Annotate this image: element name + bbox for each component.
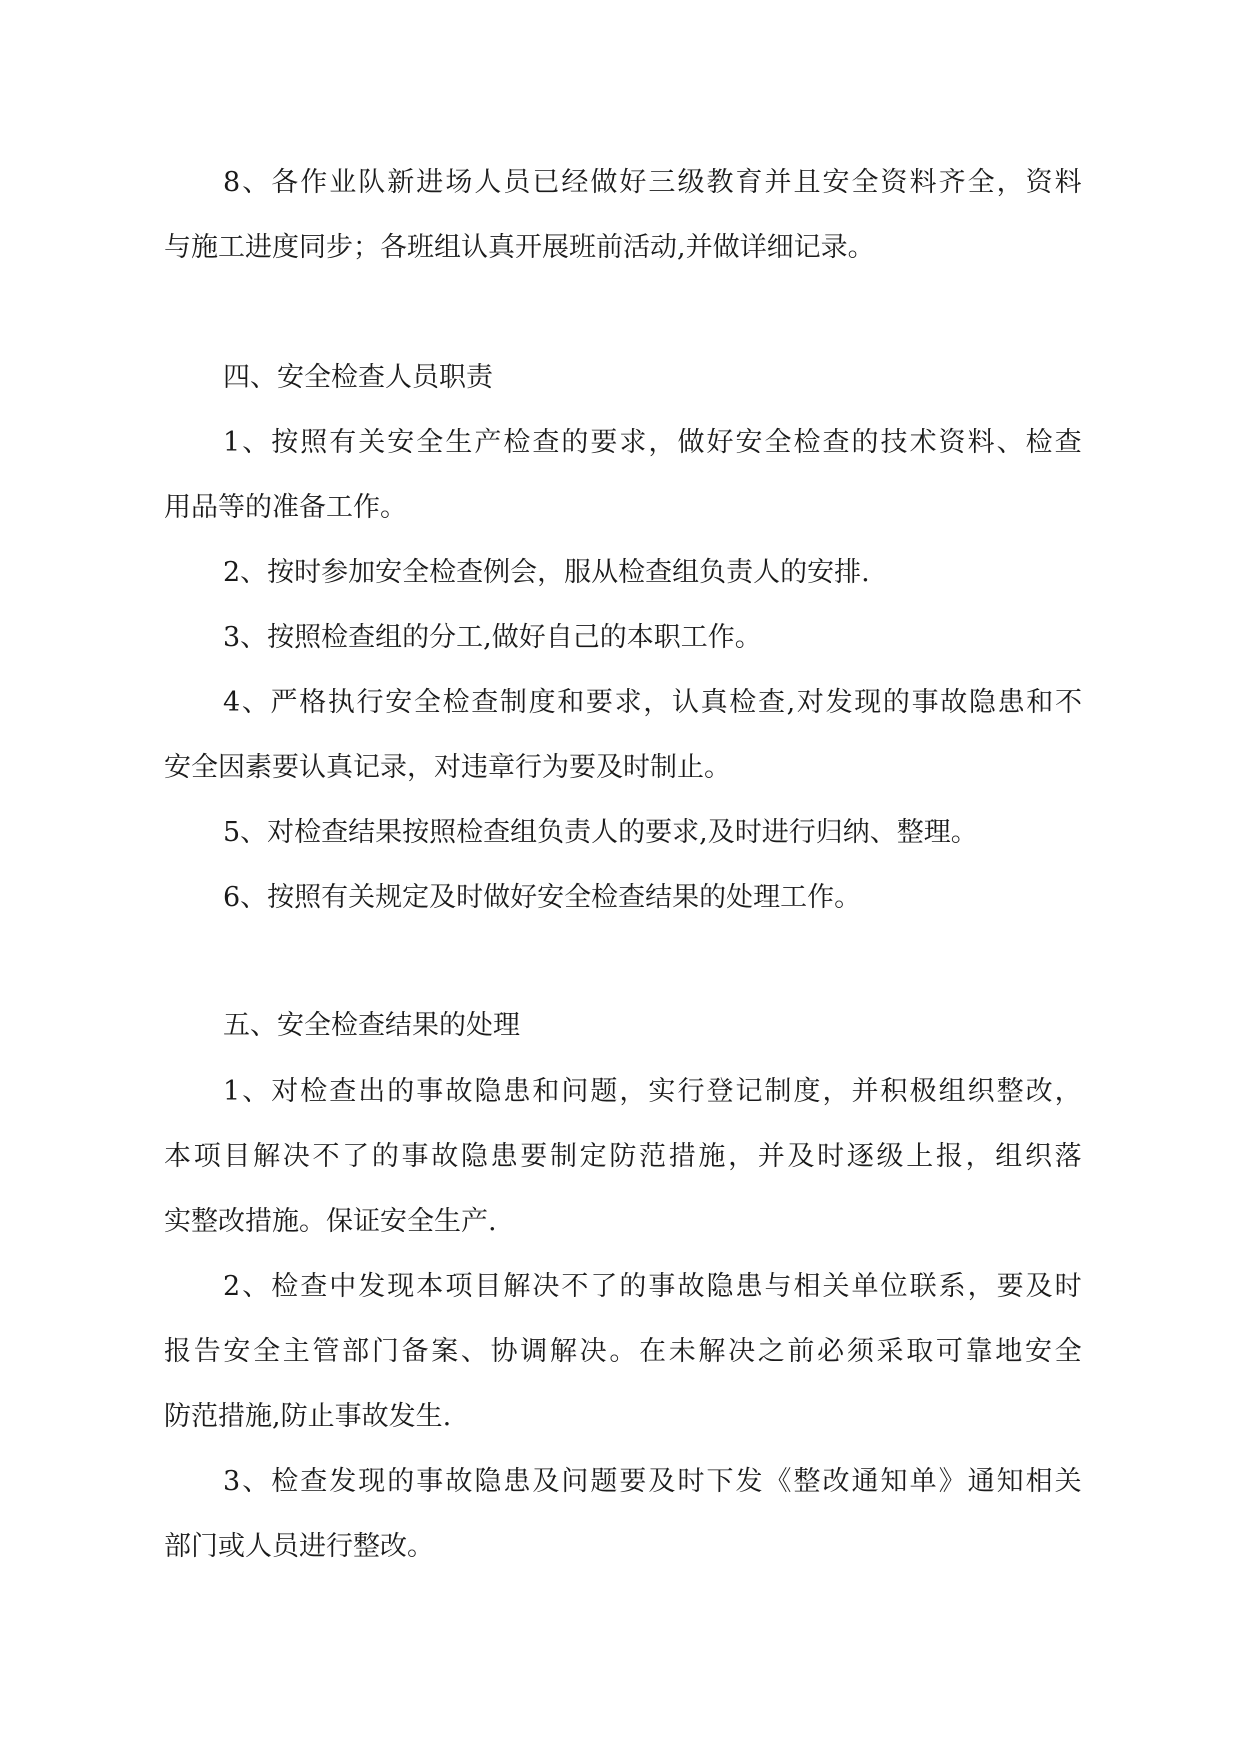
paragraph-line: 6、按照有关规定及时做好安全检查结果的处理工作。 [223, 882, 862, 913]
section-heading: 五、安全检查结果的处理 [223, 1010, 520, 1041]
paragraph-line: 实整改措施。保证安全生产. [164, 1206, 497, 1237]
paragraph-line: 2 、 检 查 中 发 现 本 项 目 解 决 不 了 的 事 故 隐 患 与 相 关 单 位 联 系 ， 要 及 时 [223, 1271, 1082, 1302]
paragraph-line: 3、按照检查组的分工,做好自己的本职工作。 [223, 622, 762, 653]
paragraph-line: 部门或人员进行整改。 [164, 1531, 434, 1562]
paragraph-line: 报 告 安 全 主 管 部 门 备 案 、 协 调 解 决 。 在 未 解 决 之 前 必 须 采 取 可 靠 地 安 全 [164, 1336, 1082, 1367]
section-heading: 四、安全检查人员职责 [223, 362, 493, 393]
paragraph-line: 与施工进度同步；各班组认真开展班前活动,并做详细记录。 [164, 232, 875, 263]
paragraph-line: 4 、 严 格 执 行 安 全 检 查 制 度 和 要 求 ， 认 真 检 查 , 对 发 现 的 事 故 隐 患 和 不 [223, 687, 1082, 718]
paragraph-line: 本 项 目 解 决 不 了 的 事 故 隐 患 要 制 定 防 范 措 施 ， 并 及 时 逐 级 上 报 ， 组 织 落 [164, 1141, 1082, 1172]
paragraph-line: 防范措施,防止事故发生. [164, 1401, 452, 1432]
paragraph-line: 3 、 检 查 发 现 的 事 故 隐 患 及 问 题 要 及 时 下 发 《 整 改 通 知 单 》 通 知 相 关 [223, 1466, 1082, 1497]
paragraph-line: 安全因素要认真记录，对违章行为要及时制止。 [164, 752, 731, 783]
paragraph-line: 5、对检查结果按照检查组负责人的要求,及时进行归纳、整理。 [223, 817, 978, 848]
paragraph-line: 1 、 按 照 有 关 安 全 生 产 检 查 的 要 求 ， 做 好 安 全 检 查 的 技 术 资 料 、 检 查 [223, 427, 1082, 458]
paragraph-line: 用品等的准备工作。 [164, 492, 407, 523]
paragraph-line: 1 、 对 检 查 出 的 事 故 隐 患 和 问 题 ， 实 行 登 记 制 度 ， 并 积 极 组 织 整 改 ， [223, 1076, 1082, 1107]
paragraph-line: 2、按时参加安全检查例会，服从检查组负责人的安排. [223, 557, 870, 588]
paragraph-line: 8 、 各 作 业 队 新 进 场 人 员 已 经 做 好 三 级 教 育 并 且 安 全 资 料 齐 全 ， 资 料 [223, 167, 1082, 198]
